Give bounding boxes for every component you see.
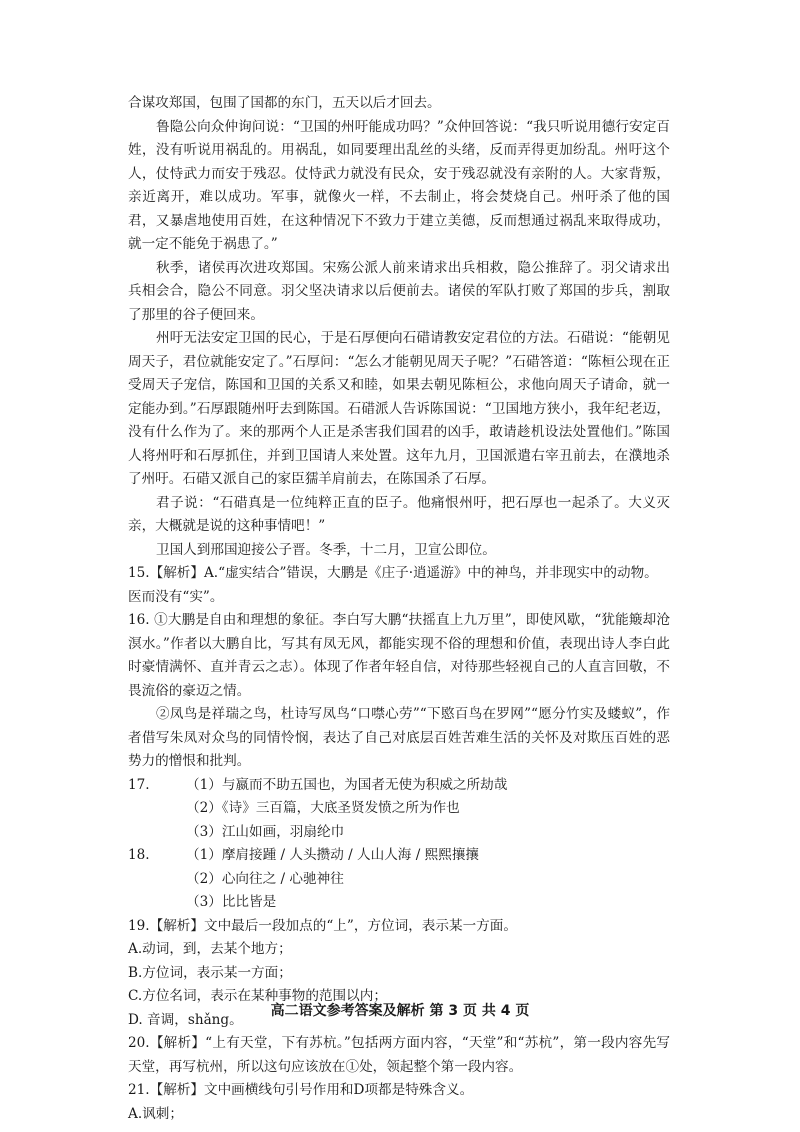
q21-option-a: A.讽刺； bbox=[128, 1105, 183, 1122]
q20-analysis: 20.【解析】“上有天堂，下有苏杭。”包括两方面内容，“天堂”和“苏杭”，第一段内容先写天堂，再写杭州，所以这句应该放在①处，领起整个第一段内容。 bbox=[128, 1035, 670, 1075]
q18-number: 18. bbox=[128, 847, 150, 863]
q17-block bbox=[128, 774, 670, 845]
q17-item: （2）《诗》三百篇，大底圣贤发愤之所为作也 bbox=[186, 800, 460, 816]
q19-option-d: D. 音调，shǎng。 bbox=[128, 1011, 243, 1028]
translation-paragraph: 合谋攻郑国，包围了国都的东门，五天以后才回去。 bbox=[128, 95, 441, 111]
q15-analysis-cont: 医而没有“实”。 bbox=[128, 588, 224, 605]
q19-option-b: B.方位词，表示某一方面； bbox=[128, 964, 292, 981]
q18-item: （2）心向往之 / 心驰神往 bbox=[186, 870, 344, 887]
translation-paragraph: 秋季，诸侯再次进攻郑国。宋殇公派人前来请求出兵相救，隐公推辞了。羽父请求出兵相会合，隐公不同意。羽父坚决请求以后便前去。诸侯的军队打败了郑国的步兵，割取了那里的谷子便回来。 bbox=[128, 259, 670, 323]
q19-option-c: C.方位名词，表示在某种事物的范围以内； bbox=[128, 988, 387, 1004]
translation-paragraph: 鲁隐公向众仲询问说：“卫国的州吁能成功吗？”众仲回答说：“我只听说用德行安定百姓，没有听说用祸乱的。用祸乱，如同要理出乱丝的头绪，反而弄得更加纷乱。州吁这个人，仗恃武力而安于残忍。仗恃武力就没有民众，安于残忍就没有亲附的人。大家背叛，亲近离开，难以成功。军事，就像火一样，不去制止，将会焚烧自己。州吁杀了他的国君，又暴虐地使用百姓，在这种情况下不致力于建立美德，反而想通过祸乱来取得成功，就一定不能免于祸患了。” bbox=[128, 118, 670, 252]
translation-paragraph: 州吁无法安定卫国的民心，于是石厚便向石碏请教安定君位的方法。石碏说：“能朝见周天子，君位就能安定了。”石厚问：“怎么才能朝见周天子呢？”石碏答道：“陈桓公现在正受周天子宠信，陈国和卫国的关系又和睦，如果去朝见陈桓公，求他向周天子请命，就一定能办到。”石厚跟随州吁去到陈国。石碏派人告诉陈国说：“卫国地方狭小，我年纪老迈，没有什么作为了。来的那两个人正是杀害我们国君的凶手，敢请趁机设法处置他们。”陈国人将州吁和石厚抓住，并到卫国请人来处置。这年九月，卫国派遣右宰丑前去，在濮地杀了州吁。石碏又派自己的家臣獳羊肩前去，在陈国杀了石厚。 bbox=[128, 330, 670, 487]
q18-item: （1）摩肩接踵 / 人头攒动 / 人山人海 / 熙熙攘攘 bbox=[186, 847, 480, 863]
q17-item: （1）与嬴而不助五国也，为国者无使为积威之所劫哉 bbox=[186, 776, 508, 793]
q19-analysis: 19.【解析】文中最后一段加点的“上”，方位词，表示某一方面。 bbox=[128, 917, 517, 934]
q17-number: 17. bbox=[128, 776, 150, 793]
translation-paragraph: 君子说：“石碏真是一位纯粹正直的臣子。他痛恨州吁，把石厚也一起杀了。大义灭亲，大概就是说的这种事情吧！” bbox=[128, 494, 670, 534]
q21-analysis: 21.【解析】文中画横线句引号作用和D项都是特殊含义。 bbox=[128, 1082, 474, 1098]
translation-paragraph: 卫国人到邢国迎接公子晋。冬季，十二月，卫宣公即位。 bbox=[156, 541, 496, 558]
page-content bbox=[128, 92, 670, 1126]
q15-analysis: 15.【解析】A.“虚实结合”错误，大鹏是《庄子·逍遥游》中的神鸟，并非现实中的动物。 bbox=[128, 565, 658, 581]
q17-item: （3）江山如画，羽扇纶巾 bbox=[186, 823, 345, 840]
q16-answer-1: 16. ①大鹏是自由和理想的象征。李白写大鹏“扶摇直上九万里”，即使风歇，“犹能簸却沧溟水。”作者以大鹏自比，写其有凤无风，都能实现不俗的理想和价值，表现出诗人李白此时豪情满怀、直并青云之志）。体现了作者年轻自信，对待那些轻视自己的人直言回敬，不畏流俗的豪迈之情。 bbox=[128, 612, 670, 699]
q19-option-a: A.动词，到，去某个地方； bbox=[128, 941, 292, 957]
q18-item: （3）比比皆是 bbox=[186, 894, 277, 910]
q16-answer-2: ②凤鸟是祥瑞之鸟，杜诗写凤鸟“口噤心劳”“下愍百鸟在罗网”“愿分竹实及蝼蚁”，作者借写朱凤对众鸟的同情怜悯，表达了自己对底层百姓苦难生活的关怀及对欺压百姓的恶势力的憎恨和批判。 bbox=[128, 706, 670, 769]
page-footer: 高二语文参考答案及解析 第 3 页 共 4 页 bbox=[270, 1003, 530, 1019]
q18-block bbox=[128, 844, 670, 915]
